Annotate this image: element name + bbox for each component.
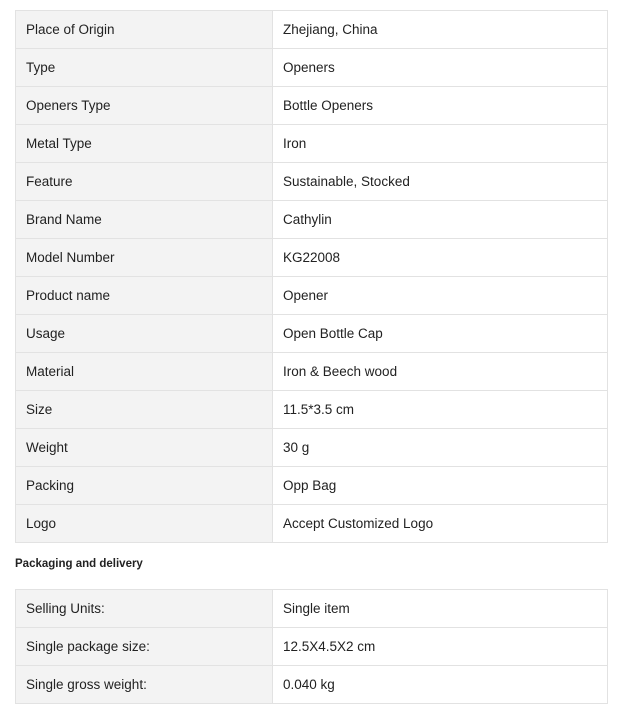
- table-row: [16, 391, 608, 429]
- attribute-value: KG22008: [273, 239, 608, 277]
- attribute-value: 30 g: [273, 429, 608, 467]
- attribute-value: Cathylin: [273, 201, 608, 239]
- packaging-attribute-name: Single gross weight:: [16, 666, 273, 704]
- attribute-value: Openers: [273, 49, 608, 87]
- attribute-value: Bottle Openers: [273, 87, 608, 125]
- attribute-name: Packing: [16, 467, 273, 505]
- table-row: [16, 628, 608, 666]
- packaging-attribute-name: Selling Units:: [16, 590, 273, 628]
- attribute-value: Accept Customized Logo: [273, 505, 608, 543]
- table-row: [16, 277, 608, 315]
- attribute-value: Iron: [273, 125, 608, 163]
- attribute-value: Opp Bag: [273, 467, 608, 505]
- packaging-attribute-name: Single package size:: [16, 628, 273, 666]
- product-attributes-table: [15, 10, 608, 543]
- attribute-name: Size: [16, 391, 273, 429]
- table-row: [16, 87, 608, 125]
- attribute-name: Feature: [16, 163, 273, 201]
- table-row: [16, 590, 608, 628]
- attribute-name: Product name: [16, 277, 273, 315]
- table-row: [16, 429, 608, 467]
- attribute-name: Logo: [16, 505, 273, 543]
- attribute-name: Weight: [16, 429, 273, 467]
- packaging-attribute-value: 12.5X4.5X2 cm: [273, 628, 608, 666]
- attribute-name: Brand Name: [16, 201, 273, 239]
- table-row: [16, 49, 608, 87]
- table-row: [16, 11, 608, 49]
- packaging-attribute-value: 0.040 kg: [273, 666, 608, 704]
- table-row: [16, 315, 608, 353]
- packaging-attribute-value: Single item: [273, 590, 608, 628]
- table-row: [16, 201, 608, 239]
- table-row: [16, 163, 608, 201]
- attribute-value: Zhejiang, China: [273, 11, 608, 49]
- table-row: [16, 505, 608, 543]
- attribute-value: Opener: [273, 277, 608, 315]
- attribute-name: Usage: [16, 315, 273, 353]
- table-row: [16, 239, 608, 277]
- attribute-name: Place of Origin: [16, 11, 273, 49]
- attribute-name: Openers Type: [16, 87, 273, 125]
- attribute-value: Sustainable, Stocked: [273, 163, 608, 201]
- attribute-name: Model Number: [16, 239, 273, 277]
- attribute-name: Material: [16, 353, 273, 391]
- packaging-section-heading: Packaging and delivery: [15, 558, 143, 570]
- table-row: [16, 666, 608, 704]
- table-row: [16, 125, 608, 163]
- attribute-name: Metal Type: [16, 125, 273, 163]
- table-row: [16, 353, 608, 391]
- attribute-value: Iron & Beech wood: [273, 353, 608, 391]
- table-row: [16, 467, 608, 505]
- attribute-value: 11.5*3.5 cm: [273, 391, 608, 429]
- attribute-name: Type: [16, 49, 273, 87]
- attribute-value: Open Bottle Cap: [273, 315, 608, 353]
- packaging-delivery-table: [15, 589, 608, 704]
